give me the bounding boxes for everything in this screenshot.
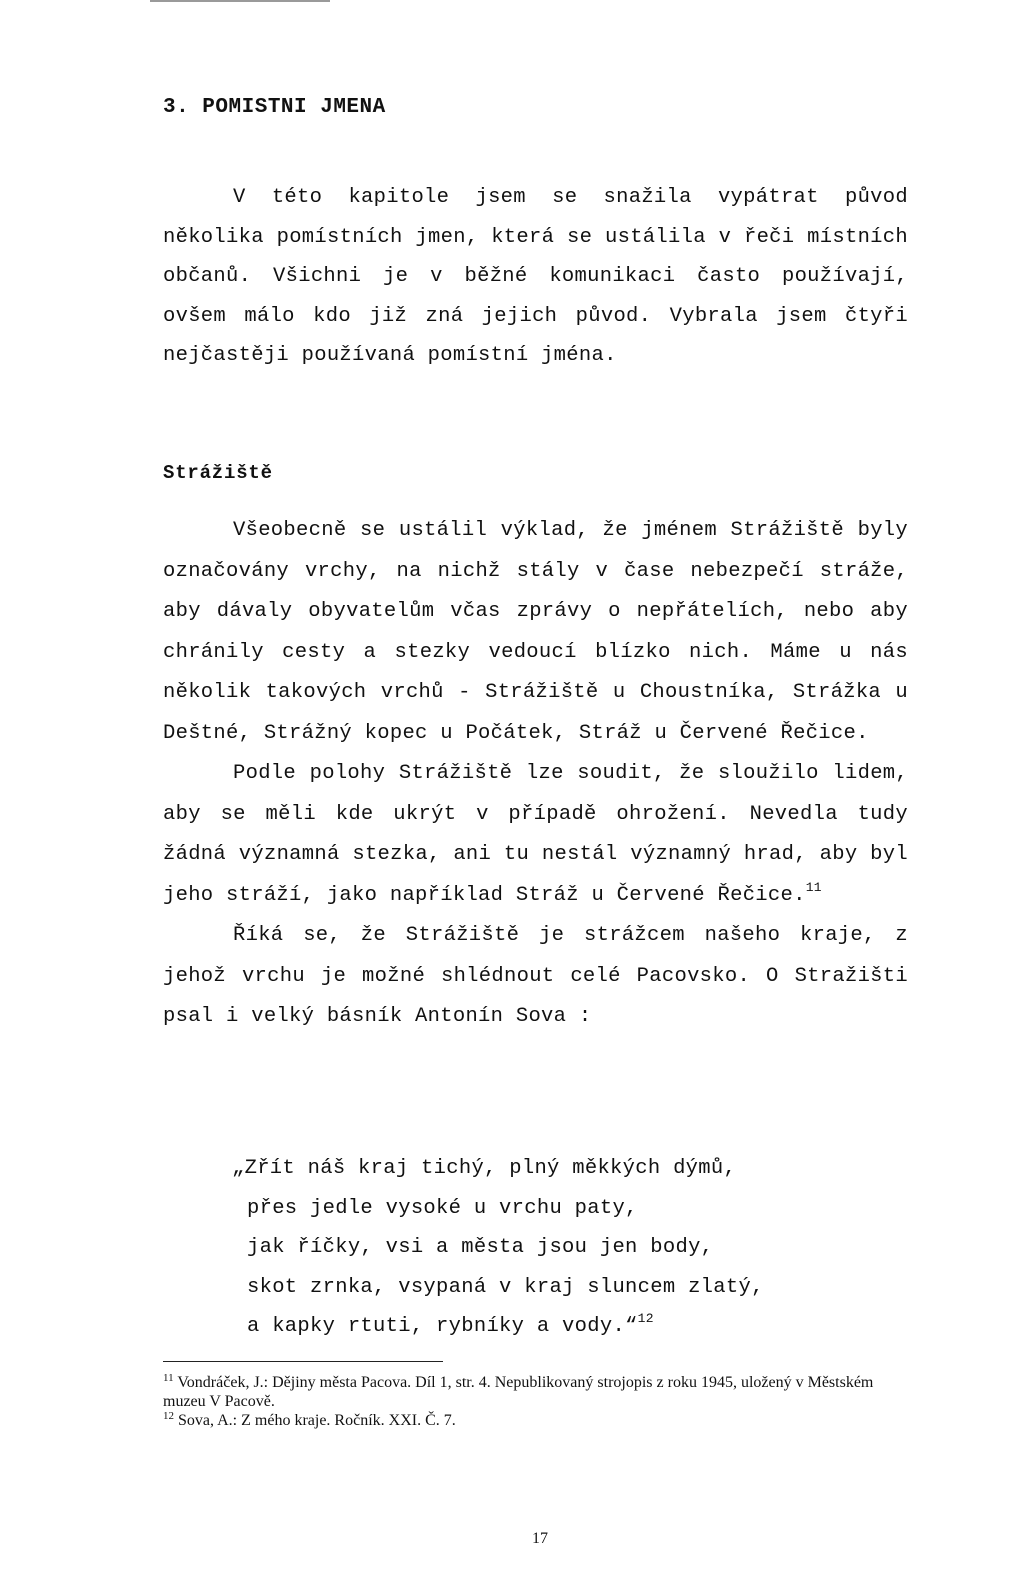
footnote-number: 11 xyxy=(163,1372,174,1384)
section-title: Strážiště xyxy=(163,462,273,484)
top-scan-line xyxy=(150,0,330,2)
footnote-text: Sova, A.: Z mého kraje. Ročník. XXI. Č. 7. xyxy=(178,1412,456,1429)
footnote-number: 12 xyxy=(163,1410,174,1422)
footnote-text: Vondráček, J.: Dějiny města Pacova. Díl 1, str. 4. Nepublikovaný strojopis z roku 1945, uložený v Městském muzeu V Pacově. xyxy=(163,1374,874,1410)
paragraph-2-text: Podle polohy Strážiště lze soudit, že sloužilo lidem, aby se měli kde ukrýt v případě ohrožení. Nevedla tudy žádná významná stezka, ani tu nestál významný hrad, aby byl jeho stráží, jako například Stráž u Červené Řečice. xyxy=(163,762,908,907)
paragraph-3: Říká se, že Strážiště je strážcem našeho kraje, z jehož vrchu je možné shlédnout celé Pacovsko. O Stražišti psal i velký básník Antonín Sova : xyxy=(163,924,908,1028)
page-number: 17 xyxy=(532,1530,548,1547)
footnotes xyxy=(163,1373,883,1430)
footnote-ref-12[interactable]: 12 xyxy=(637,1311,654,1326)
footnote-divider xyxy=(163,1361,443,1362)
poem-line-4: skot zrnka, vsypaná v kraj sluncem zlatý, xyxy=(247,1275,764,1299)
paragraph-2 xyxy=(163,754,908,916)
poem-line-1: „Zřít náš kraj tichý, plný měkkých dýmů, xyxy=(232,1157,737,1180)
intro-paragraph: V této kapitole jsem se snažila vypátrat původ několika pomístních jmen, která se ustálila v řeči místních občanů. Všichni je v běžné komunikaci často používají, ovšem málo kdo již zná jejich původ. Vybrala jsem čtyři nejčastěji používaná pomístní jména. xyxy=(163,186,908,367)
poem-quote xyxy=(232,1149,764,1347)
poem-line-5 xyxy=(247,1307,764,1347)
poem-line-2: přes jedle vysoké u vrchu paty, xyxy=(247,1196,638,1220)
intro-section xyxy=(163,178,908,376)
poem-line-5-text: a kapky rtuti, rybníky a vody.“ xyxy=(247,1315,638,1338)
main-section xyxy=(163,511,908,1038)
footnote-11 xyxy=(163,1373,883,1411)
footnote-12 xyxy=(163,1411,883,1430)
poem-line-3: jak říčky, vsi a města jsou jen body, xyxy=(247,1236,714,1259)
paragraph-1: Všeobecně se ustálil výklad, že jménem Strážiště byly označovány vrchy, na nichž stály v čase nebezpečí stráže, aby dávaly obyvatelům včas zprávy o nepřátelích, nebo aby chránily cesty a stezky vedoucí blízko nich. Máme u nás několik takových vrchů - Strážiště u Choustníka, Strážka u Deštné, Strážný kopec u Počátek, Stráž u Červené Řečice. xyxy=(163,519,908,745)
chapter-heading: 3. POMISTNI JMENA xyxy=(163,96,386,119)
footnote-ref-11[interactable]: 11 xyxy=(805,879,822,895)
